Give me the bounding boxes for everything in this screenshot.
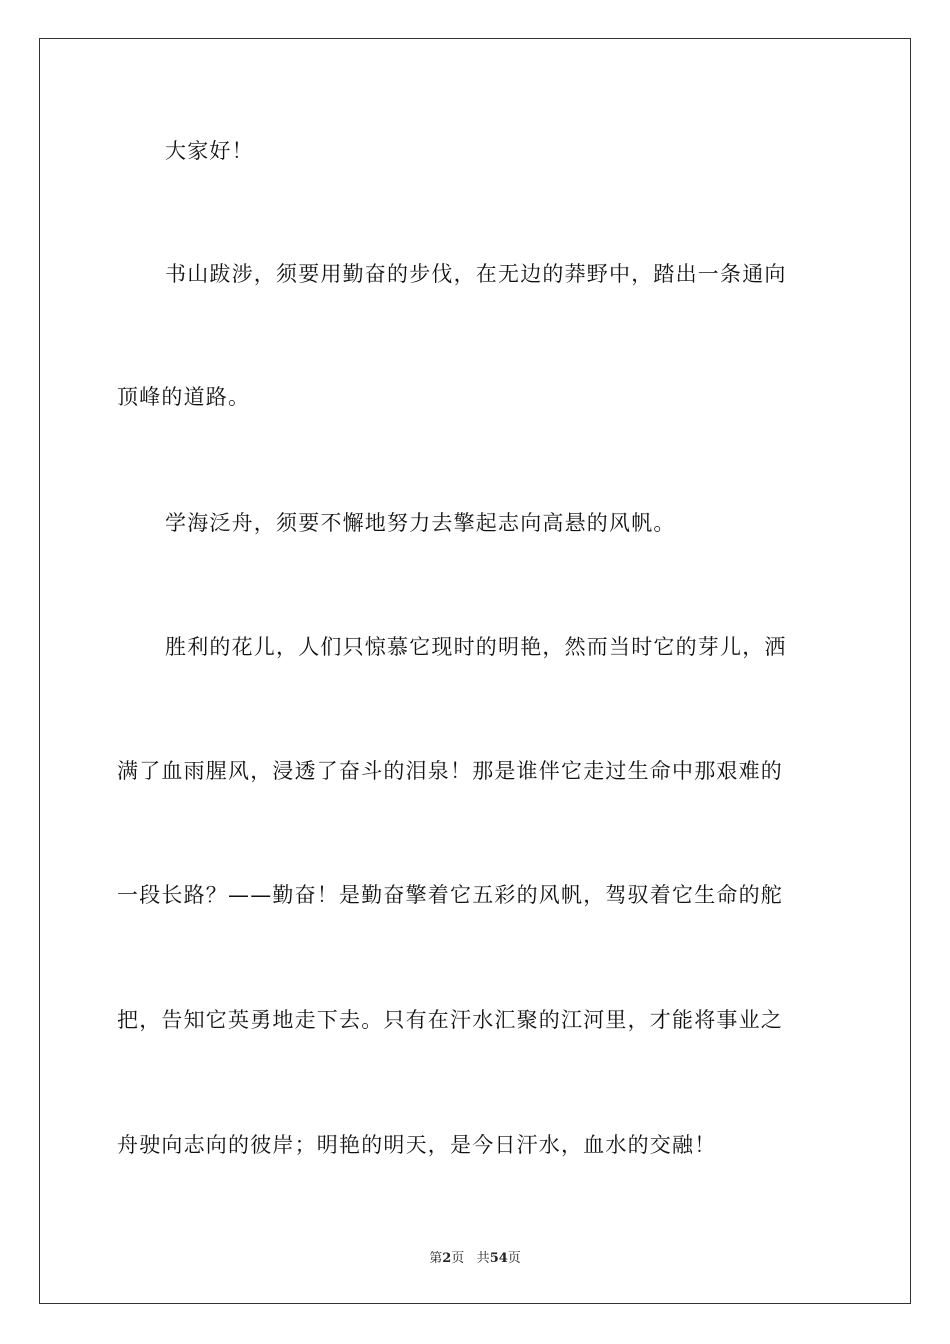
paragraph-line: 学海泛舟，须要不懈地努力去擎起志向高悬的风帆。 — [165, 511, 676, 535]
paragraph-line: 舟驶向志向的彼岸；明艳的明天，是今日汗水，血水的交融！ — [117, 1133, 717, 1157]
total-pages: 54 — [489, 1251, 508, 1266]
page-footer — [0, 1247, 950, 1266]
total-prefix: 共 — [476, 1251, 490, 1266]
paragraph-line: 把，告知它英勇地走下去。只有在汗水汇聚的江河里，才能将事业之 — [117, 1008, 783, 1032]
page-prefix: 第 — [429, 1251, 443, 1266]
paragraph-line: 一段长路？——勤奋！是勤奋擎着它五彩的风帆，驾驭着它生命的舵 — [117, 883, 783, 907]
greeting-line: 大家好！ — [165, 139, 254, 163]
page-suffix: 页 — [451, 1251, 465, 1266]
page-border — [39, 38, 911, 1304]
total-suffix: 页 — [507, 1251, 521, 1266]
paragraph-line: 书山跋涉，须要用勤奋的步伐，在无边的莽野中，踏出一条通向 — [165, 262, 787, 286]
paragraph-line: 顶峰的道路。 — [117, 385, 251, 409]
paragraph-line: 满了血雨腥风，浸透了奋斗的泪泉！那是谁伴它走过生命中那艰难的 — [117, 759, 783, 783]
paragraph-line: 胜利的花儿，人们只惊慕它现时的明艳，然而当时它的芽儿，洒 — [165, 635, 787, 659]
page-number: 2 — [442, 1251, 452, 1266]
